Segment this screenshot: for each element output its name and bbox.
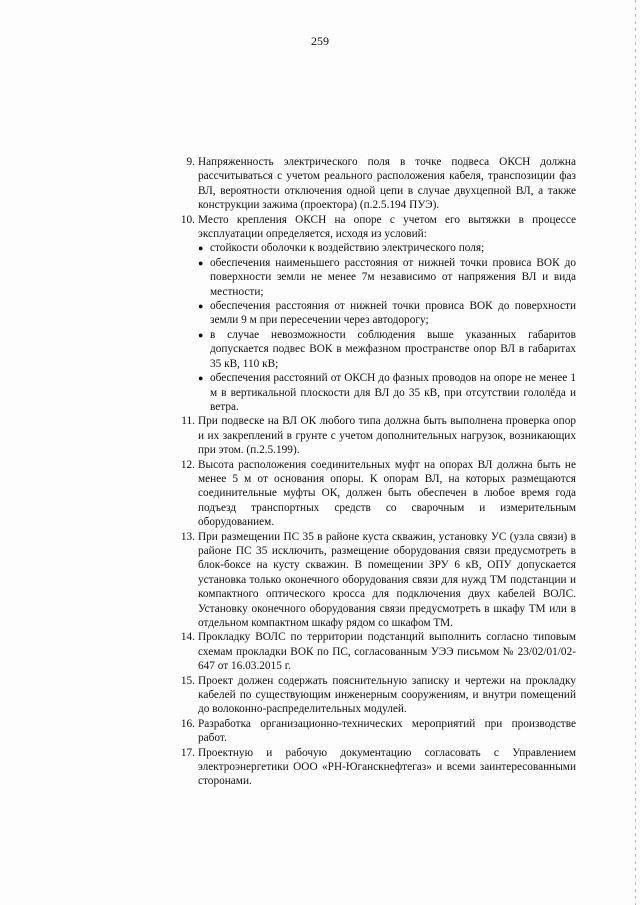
item-text: Прокладку ВОЛС по территории подстанций выполнить согласно типовым схемам прокладки ВОК по ПС, согласованным УЭЭ письмом № 23/02/01/02-647 от 16.03.2015 г. [198,631,576,673]
item-number: 11. [181,415,195,428]
list-item [176,717,576,746]
item-number: 14. [180,631,195,644]
bullet-icon: ● [198,257,204,268]
item-text: Напряженность электрического поля в точке подвеса ОКСН должна рассчитываться с учетом реального расположения кабеля, транспозиции фаз ВЛ, вероятности отключения одной цепи в случае двухцепной ВЛ, а также конструкции зажима (проектора) (п.2.5.194 ПУЭ). [198,156,576,212]
item-body [198,717,576,746]
item-text: При размещении ПС 35 в районе куста скважин, установку УС (узла связи) в районе ПС 35 исключить, размещение оборудования связи предусмотреть в блок-боксе на кусту скважин. В помещении ЗРУ 6 кВ, ОПУ допускается установка только оконечного оборудования связи для нужд ТМ подстанции и компактного оптического кросса для подключения двух кабелей ВОЛС. Установку оконечного оборудования связи предусмотреть в шкафу ТМ или в отдельном компактном шкафу рядом со шкафом ТМ. [198,530,576,629]
item-number: 17. [180,746,195,759]
item-body [198,458,576,530]
list-item [176,746,576,789]
list-item [176,414,576,457]
item-body [198,746,576,789]
page-number: 259 [311,34,329,48]
item-body [198,155,576,213]
item-text: Проектную и рабочую документацию согласовать с Управлением электроэнергетики ООО «РН-Юганскнефтегаз» и всеми заинтересованными сторонами. [198,746,576,788]
item-text: Место крепления ОКСН на опоре с учетом его вытяжки в процессе эксплуатации определяется, исходя из условий: [198,213,576,241]
condition-item [198,241,576,255]
item-text: Проект должен содержать пояснительную записку и чертежи на прокладку кабелей по существующим инженерным сооружениям, и внутри помещений до волоконно-распределительных модулей. [198,674,576,716]
bullet-icon: ● [198,329,204,340]
condition-list [198,241,576,414]
list-item [176,155,576,213]
item-number: 10. [180,213,195,226]
list-item [176,630,576,673]
scan-edge [635,0,636,905]
condition-item [198,371,576,414]
item-number: 9. [186,156,195,168]
condition-item [198,299,576,328]
condition-item [198,256,576,299]
item-number: 16. [180,717,195,730]
item-number: 13. [180,530,195,543]
list-item [176,213,576,415]
item-body [198,630,576,673]
item-text: Высота расположения соединительных муфт на опорах ВЛ должна быть не менее 5 м от основания опоры. К опорам ВЛ, на которых размещаются соединительные муфты ОК, должен быть обеспечен в любое время года подъезд транспортных средств со сварочным и измерительным оборудованием. [198,458,576,529]
condition-text: в случае невозможности соблюдения выше указанных габаритов допускается подвес ВОК в межфазном пространстве опор ВЛ в габаритах 35 кВ, 110 кВ; [210,328,576,370]
item-body [198,213,576,415]
item-text: При подвеске на ВЛ ОК любого типа должна быть выполнена проверка опор и их закреплений в грунте с учетом дополнительных нагрузок, возникающих при этом. (п.2.5.199). [198,415,576,457]
item-body [198,530,576,631]
condition-text: обеспечения расстояния от нижней точки провиса ВОК до поверхности земли 9 м при пересечении через автодорогу; [210,300,576,327]
condition-text: обеспечения наименьшего расстояния от нижней точки провиса ВОК до поверхности земли не менее 7м независимо от напряжения ВЛ и вида местности; [210,256,576,298]
list-item [176,674,576,717]
bullet-icon: ● [198,373,204,384]
list-item [176,458,576,530]
condition-text: обеспечения расстояний от ОКСН до фазных проводов на опоре не менее 1 м в вертикальной плоскости для ВЛ до 35 кВ, при отсутствии гололёда и ветра. [210,372,576,413]
item-body [198,674,576,717]
condition-text: стойкости оболочки к воздействию электрического поля; [210,242,485,255]
item-body [198,414,576,457]
bullet-icon: ● [198,243,204,254]
condition-item [198,328,576,371]
requirements-list [176,155,576,789]
item-number: 15. [180,674,195,687]
bullet-icon: ● [198,301,204,312]
item-number: 12. [180,458,195,471]
item-text: Разработка организационно-технических мероприятий при производстве работ. [198,717,576,745]
list-item [176,530,576,631]
